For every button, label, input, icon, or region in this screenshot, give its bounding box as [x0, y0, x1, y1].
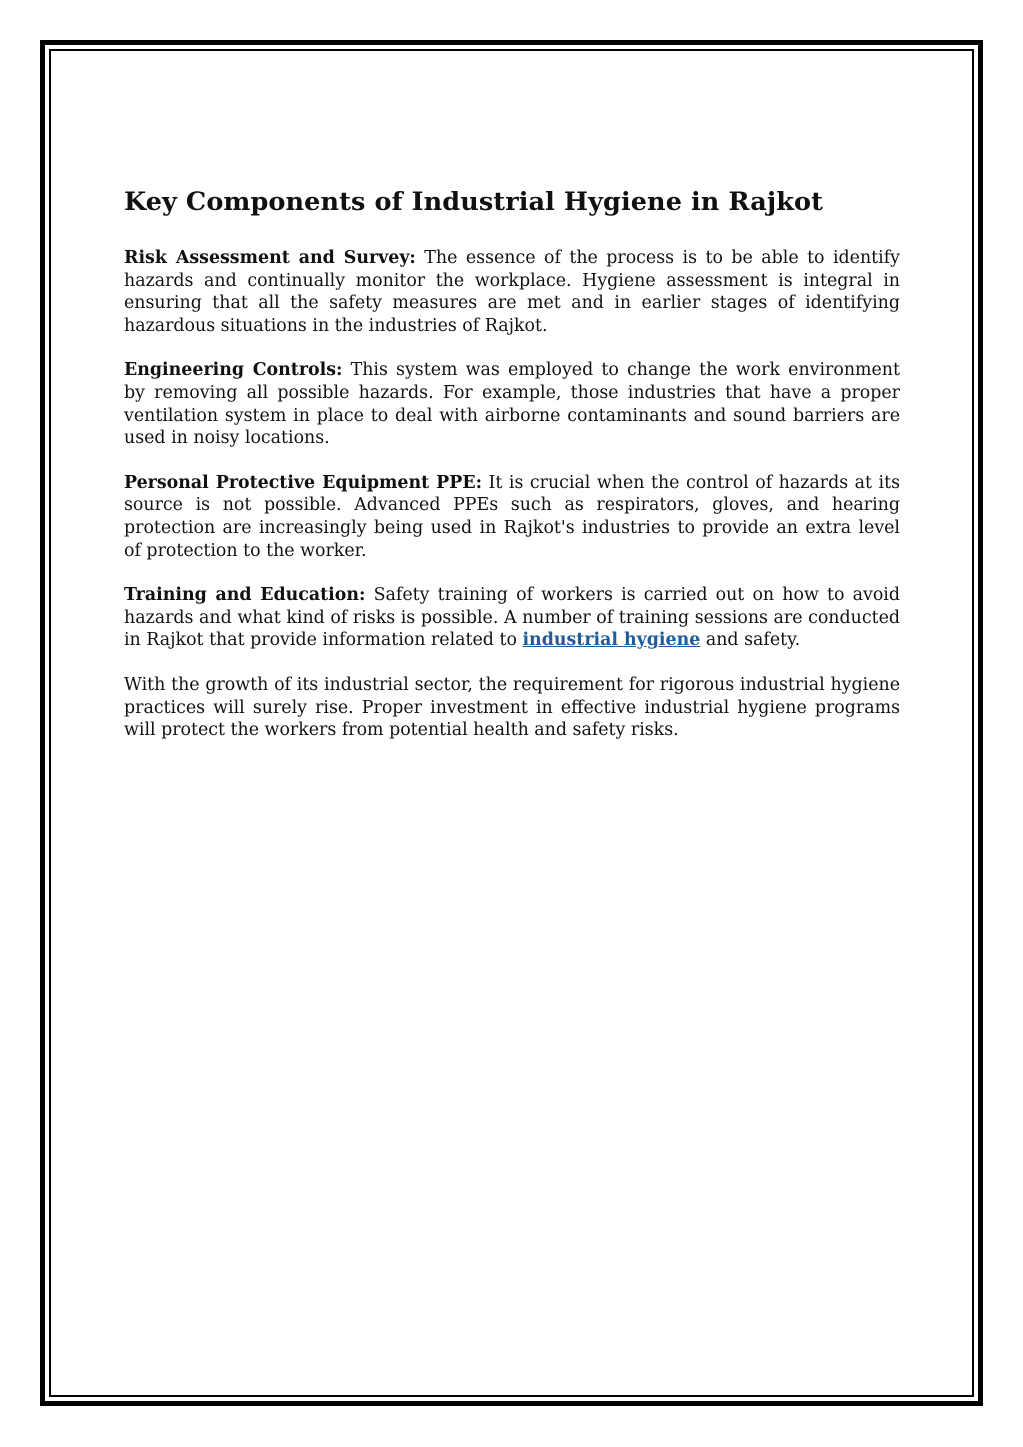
- document-body: [124, 183, 900, 764]
- section-text-end: and safety.: [700, 630, 801, 651]
- section-ppe: [124, 472, 900, 562]
- industrial-hygiene-link[interactable]: industrial hygiene: [522, 630, 701, 651]
- section-heading: Risk Assessment and Survey:: [124, 248, 416, 268]
- section-training: [124, 584, 900, 652]
- section-text: The essence of the process is to be able to identify hazards and continually monitor the workplace. Hygiene assessment is integral in ensuring that all the safety measures are met and in earlier stages of identifying hazardous situations in the industries of Rajkot.: [124, 248, 900, 336]
- section-heading: Engineering Controls:: [124, 360, 343, 381]
- closing-paragraph: With the growth of its industrial sector, the requirement for rigorous industrial hygiene practices will surely rise. Proper investment in effective industrial hygiene programs will protect the workers from potential health and safety risks.: [124, 674, 900, 741]
- section-engineering-controls: [124, 359, 900, 449]
- page-title: Key Components of Industrial Hygiene in Rajkot: [124, 187, 823, 217]
- section-heading: Training and Education:: [124, 585, 366, 606]
- section-risk-assessment: [124, 247, 900, 337]
- section-text: It is crucial when the control of hazards at its source is not possible. Advanced PPEs such as respirators, gloves, and hearing protection are increasingly being used in Rajkot's industries to provide an extra level of protection to the worker.: [124, 472, 900, 561]
- section-text: This system was employed to change the work environment by removing all possible hazards. For example, those industries that have a proper ventilation system in place to deal with airborne contaminants and sound barriers are used in noisy locations.: [124, 360, 900, 449]
- section-text: Safety training of workers is carried out on how to avoid hazards and what kind of risks is possible. A number of training sessions are conducted in Rajkot that provide information related to: [124, 585, 900, 651]
- section-heading: Personal Protective Equipment PPE:: [124, 472, 482, 493]
